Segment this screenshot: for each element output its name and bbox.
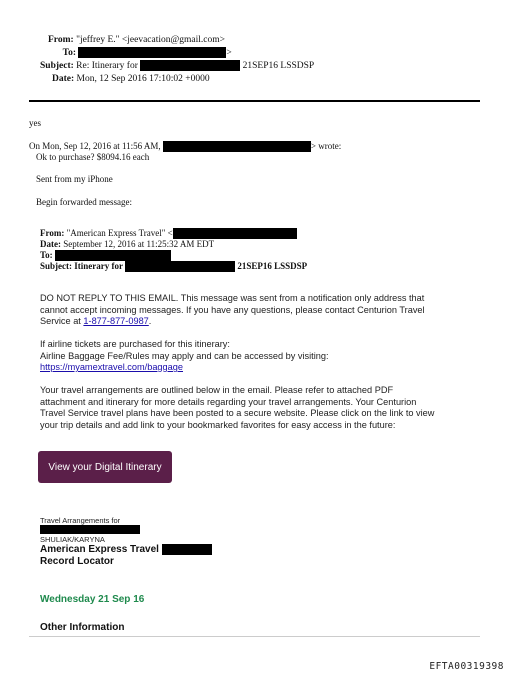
other-information: Other Information: [40, 622, 125, 633]
record-locator: Record Locator: [40, 556, 114, 567]
airline-line: Airline Baggage Fee/Rules may apply and can be accessed by visiting:: [40, 350, 329, 361]
fwd-subject-suffix: 21SEP16 LSSDSP: [237, 261, 308, 271]
from-value: "jeffrey E." <jeevacation@gmail.com>: [76, 35, 225, 45]
quote-line: Ok to purchase? $8094.16 each: [36, 152, 150, 162]
travel-line: attachment and itinerary for more details regarding your travel arrangements. Your Centurion: [40, 396, 417, 407]
document-id: EFTA00319398: [429, 661, 504, 672]
subject-suffix: 21SEP16 LSSDSP: [242, 61, 315, 71]
notice-line: cannot accept incoming messages. If you have any questions, please contact Centurion Travel: [40, 304, 425, 315]
passenger-name: SHULIAK/KARYNA: [40, 535, 105, 544]
sent-from: Sent from my iPhone: [36, 174, 113, 184]
notice-text: Service at: [40, 316, 84, 326]
from-label: From:: [48, 35, 74, 45]
baggage-link[interactable]: https://myamextravel.com/baggage: [40, 362, 183, 372]
email-header-subject: [40, 60, 314, 73]
redaction-box: [162, 544, 212, 555]
redaction-box: [125, 261, 235, 272]
reply-text: yes: [29, 118, 41, 128]
fwd-to-label: To:: [40, 250, 53, 260]
fwd-date-label: Date:: [40, 239, 61, 249]
travel-line: Travel Service travel plans have been posted to a secure website. Please click on the link to view: [40, 408, 435, 418]
bottom-divider: [29, 636, 480, 637]
subject-prefix: Re: Itinerary for: [76, 61, 138, 71]
redaction-box: [78, 47, 226, 58]
subject-label: Subject:: [40, 61, 74, 71]
airline-line: If airline tickets are purchased for this itinerary:: [40, 339, 230, 349]
airline-paragraph: [40, 339, 329, 374]
on-suffix: > wrote:: [310, 141, 342, 151]
fwd-from-label: From:: [40, 228, 65, 238]
notice-paragraph: [40, 293, 425, 328]
fwd-from-value: "American Express Travel" <: [66, 228, 173, 238]
to-label: To:: [62, 48, 76, 58]
phone-link[interactable]: 1-877-877-0987: [83, 316, 149, 326]
date-heading: Wednesday 21 Sep 16: [40, 594, 145, 605]
fwd-subject-prefix: Itinerary for: [74, 261, 123, 271]
email-header-to: [48, 47, 232, 60]
travel-line: your trip details and add link to your bookmarked favorites for easy access in the future:: [40, 419, 396, 430]
redaction-box: [140, 60, 240, 71]
notice-text: .: [148, 316, 152, 326]
redaction-box: [163, 141, 311, 152]
on-prefix: On Mon, Sep 12, 2016 at 11:56 AM,: [29, 141, 161, 151]
travel-paragraph: [40, 385, 434, 431]
company-name: American Express Travel: [40, 544, 159, 556]
company-line: [40, 544, 212, 556]
begin-forwarded: Begin forwarded message:: [36, 197, 132, 207]
notice-line: [40, 316, 425, 328]
date-value: Mon, 12 Sep 2016 17:10:02 +0000: [76, 74, 210, 84]
notice-line: DO NOT REPLY TO THIS EMAIL. This message was sent from a notification only address that: [40, 293, 425, 303]
travel-line: Your travel arrangements are outlined below in the email. Please refer to attached PDF: [40, 385, 394, 395]
fwd-subject-label: Subject:: [40, 261, 72, 271]
header-divider: [29, 100, 480, 102]
to-suffix: >: [226, 48, 232, 58]
fwd-subject: [40, 260, 307, 272]
fwd-date-value: September 12, 2016 at 11:25:32 AM EDT: [63, 239, 215, 249]
redaction-box: [40, 525, 140, 534]
email-header-date: [52, 73, 210, 86]
arrangements-for: Travel Arrangements for: [40, 516, 121, 525]
date-label: Date:: [52, 74, 75, 84]
view-itinerary-button[interactable]: View your Digital Itinerary: [38, 451, 172, 483]
email-header-from: [48, 34, 225, 47]
